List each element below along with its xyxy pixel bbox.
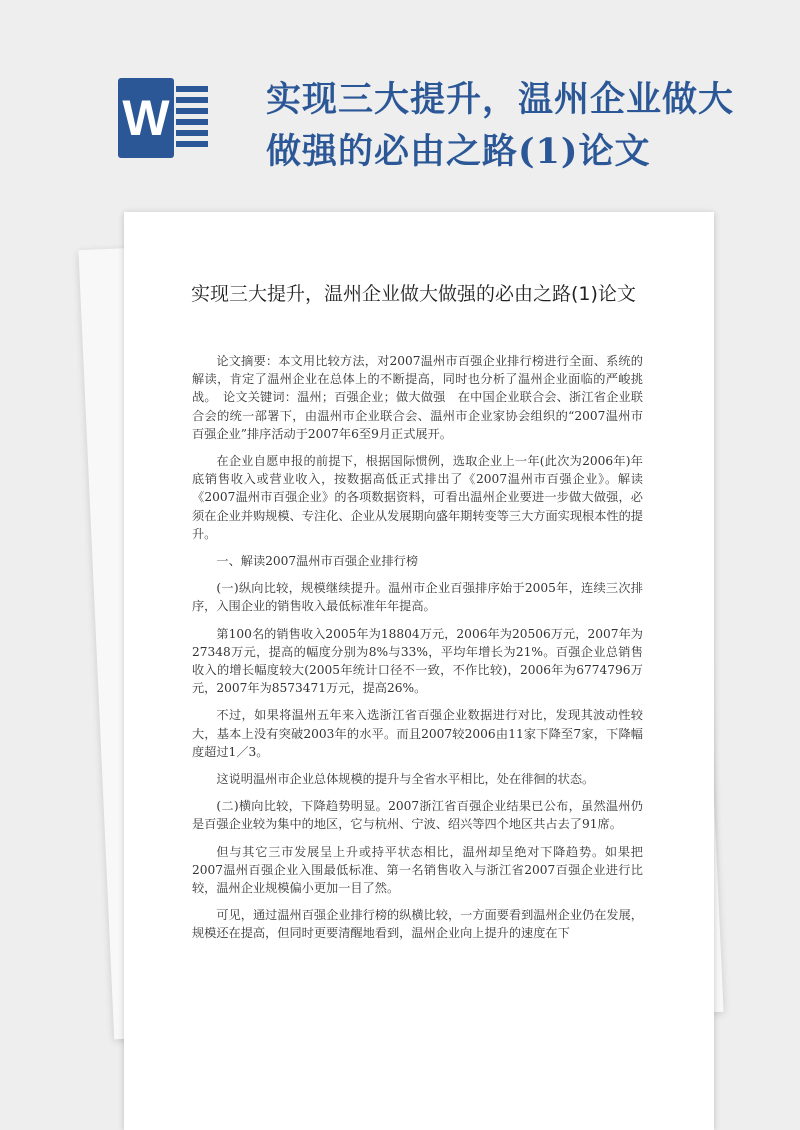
paragraph: 第100名的销售收入2005年为18804万元，2006年为20506万元，2007年为27348万元，提高的幅度分别为8%与33%，平均年增长为21%。百强企业总销售收入的增长幅度较大(2005年统计口径不一致，不作比较)，2006年为6774796万元，2007年为8573471万元，提高26%。 [192,626,643,696]
document-title: 实现三大提升，温州企业做大做强的必由之路(1)论文 [191,283,636,305]
document-page [124,212,714,1130]
paragraph: 这说明温州市企业总体规模的提升与全省水平相比，处在徘徊的状态。 [216,772,595,787]
word-logo-letter: W [118,78,174,158]
header-title: 实现三大提升，温州企业做大做强的必由之路(1)论文 [266,79,735,172]
paragraph: (一)纵向比较，规模继续提升。温州市企业百强排序始于2005年，连续三次排序，入围企业的销售收入最低标准年年提高。 [192,581,643,614]
paragraph: 不过，如果将温州五年来入选浙江省百强企业数据进行对比，发现其波动性较大，基本上没有突破2003年的水平。而且2007较2006由11家下降至7家，下降幅度超过1／3。 [192,708,643,759]
word-document-icon [118,78,214,158]
paragraph: 但与其它三市发展呈上升或持平状态相比，温州却呈绝对下降趋势。如果把2007温州百强企业入围最低标准、第一名销售收入与浙江省2007百强企业进行比较，温州企业规模偏小更加一目了然。 [192,844,643,896]
document-body [192,352,643,952]
section-heading: 一、解读2007温州市百强企业排行榜 [216,554,419,569]
word-logo-lines [176,86,208,152]
paragraph: (二)横向比较，下降趋势明显。2007浙江省百强企业结果已公布，虽然温州仍是百强企业较为集中的地区，它与杭州、宁波、绍兴等四个地区共占去了91席。 [192,799,643,832]
paragraph: 可见，通过温州百强企业排行榜的纵横比较，一方面要看到温州企业仍在发展，规模还在提高，但同时更要清醒地看到，温州企业向上提升的速度在下 [192,908,643,941]
paragraph: 在企业自愿申报的前提下，根据国际惯例，选取企业上一年(此次为2006年)年底销售收入或营业收入，按数据高低正式排出了《2007温州市百强企业》。解读《2007温州市百强企业》的各项数据资料，可看出温州企业要进一步做大做强，必须在企业并购规模、专注化、企业从发展期向盛年期转变等三大方面实现根本性的提升。 [192,454,643,541]
paragraph-abstract: 论文摘要：本文用比较方法，对2007温州市百强企业排行榜进行全面、系统的解读，肯定了温州企业在总体上的不断提高，同时也分析了温州企业面临的严峻挑战。 论文关键词：温州；百强企业；做大做强 在中国企业联合会、浙江省企业联合会的统一部署下，由温州市企业联合会、温州市企业家协会组织的“2007温州市百强企业”排序活动于2007年6至9月正式展开。 [192,354,643,441]
